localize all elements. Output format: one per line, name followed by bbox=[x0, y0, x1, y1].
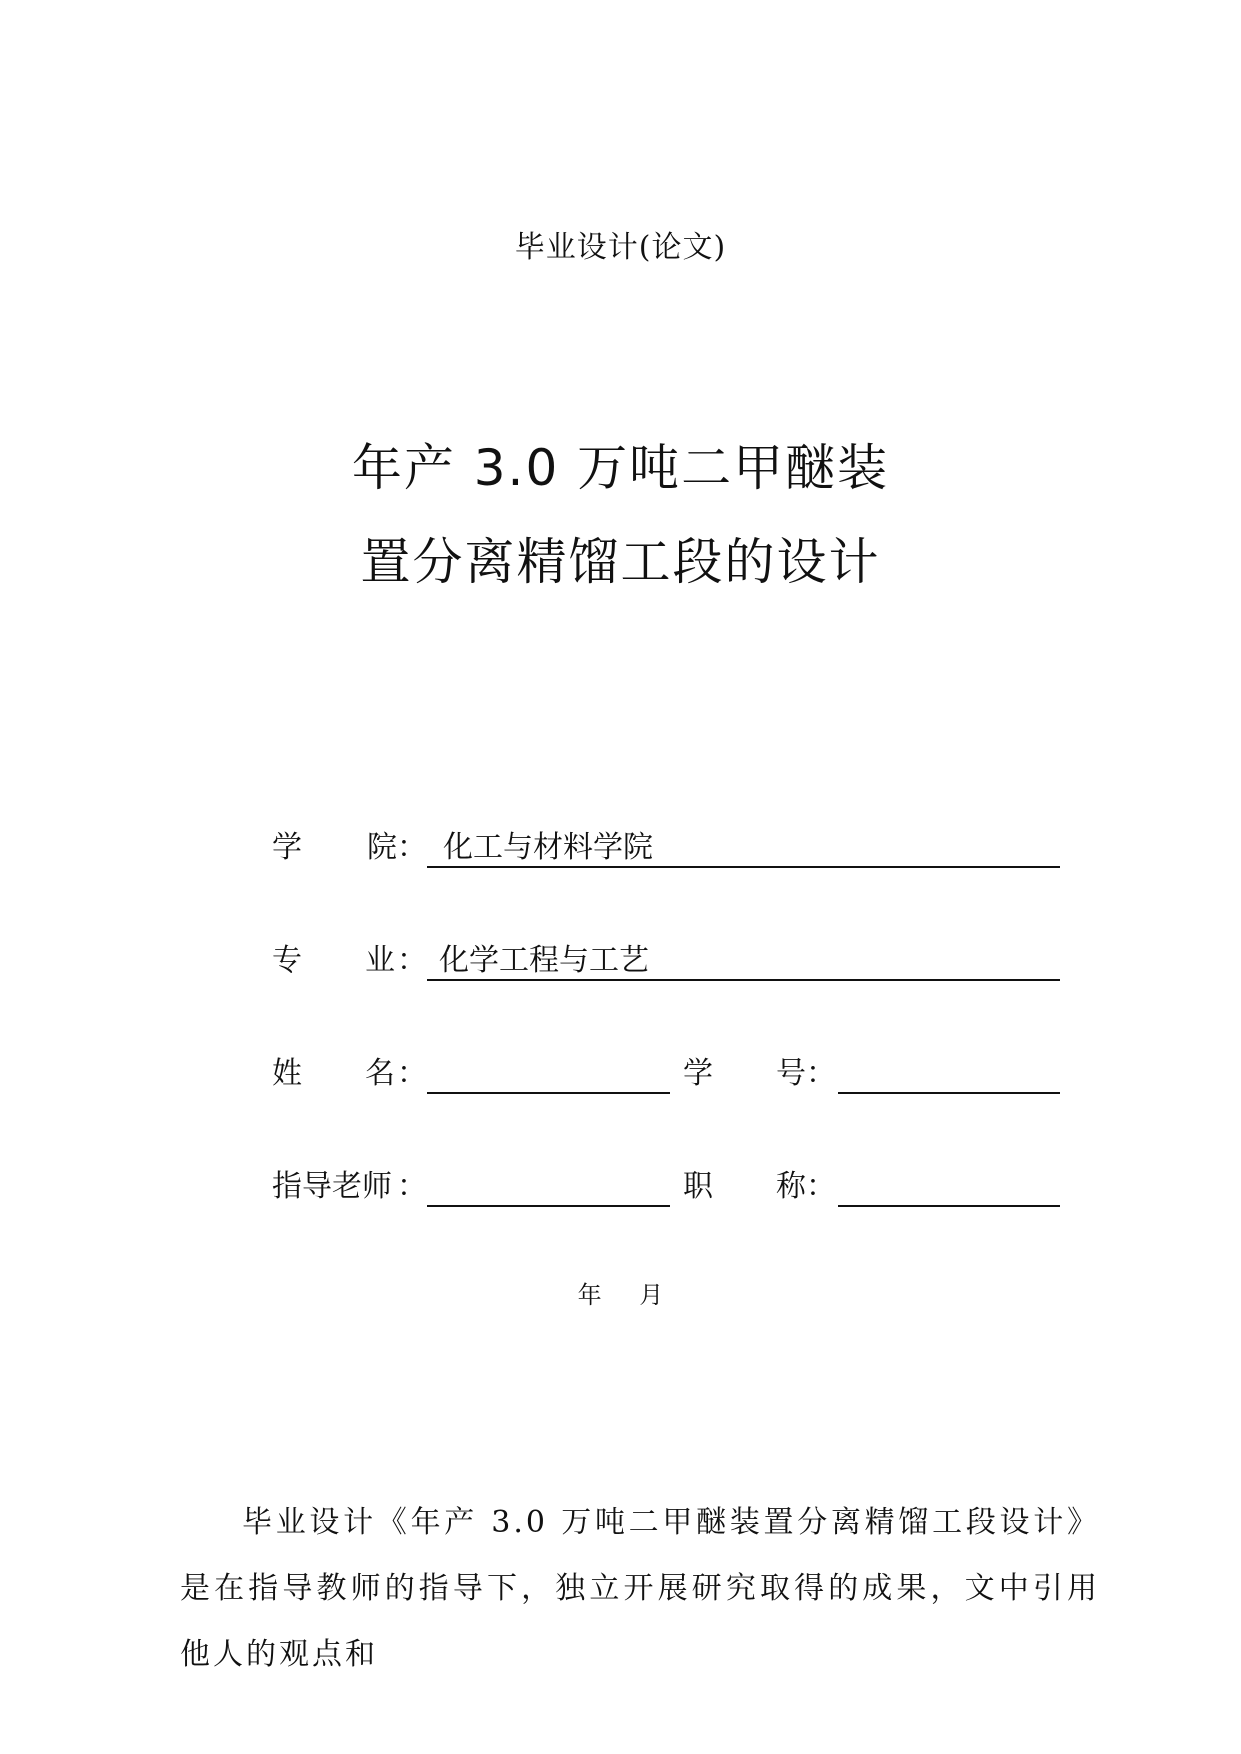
name-label-char-2: 名 bbox=[365, 1056, 395, 1091]
student-id-label-char-2: 号 bbox=[776, 1056, 806, 1091]
document-header: 毕业设计(论文) bbox=[514, 230, 727, 265]
advisor-label: 指导老师 bbox=[272, 1169, 392, 1204]
major-value: 化学工程与工艺 bbox=[439, 943, 649, 978]
college-input-line[interactable] bbox=[427, 828, 1060, 868]
title-rank-label-char-1: 职 bbox=[683, 1169, 713, 1204]
thesis-title-line-2: 置分离精馏工段的设计 bbox=[360, 533, 881, 591]
college-label-char-2: 院 bbox=[367, 830, 397, 865]
date-line: 年 月 bbox=[577, 1281, 664, 1309]
declaration-paragraph: 毕业设计《年产 3.0 万吨二甲醚装置分离精馏工段设计》是在指导教师的指导下，独立开展研究取得的成果，文中引用他人的观点和 bbox=[180, 1505, 1100, 1672]
major-label-char-2: 业 bbox=[365, 943, 395, 978]
major-input-line[interactable] bbox=[427, 941, 1060, 981]
name-input-line[interactable] bbox=[427, 1054, 670, 1094]
major-label-char-1: 专 bbox=[272, 943, 302, 978]
title-rank-input-line[interactable] bbox=[838, 1167, 1060, 1207]
advisor-input-line[interactable] bbox=[427, 1167, 670, 1207]
advisor-colon: ： bbox=[397, 1169, 427, 1204]
name-label-char-1: 姓 bbox=[272, 1056, 302, 1091]
name-colon: ： bbox=[397, 1056, 427, 1091]
student-id-label-char-1: 学 bbox=[683, 1056, 713, 1091]
college-value: 化工与材料学院 bbox=[443, 830, 653, 865]
college-colon: ： bbox=[397, 830, 427, 865]
thesis-title-line-1: 年产 3.0 万吨二甲醚装 bbox=[351, 439, 890, 497]
major-colon: ： bbox=[397, 943, 427, 978]
college-label-char-1: 学 bbox=[272, 830, 302, 865]
student-id-colon: ： bbox=[806, 1056, 836, 1091]
title-rank-colon: ： bbox=[806, 1169, 836, 1204]
student-id-input-line[interactable] bbox=[838, 1054, 1060, 1094]
title-rank-label-char-2: 称 bbox=[776, 1169, 806, 1204]
